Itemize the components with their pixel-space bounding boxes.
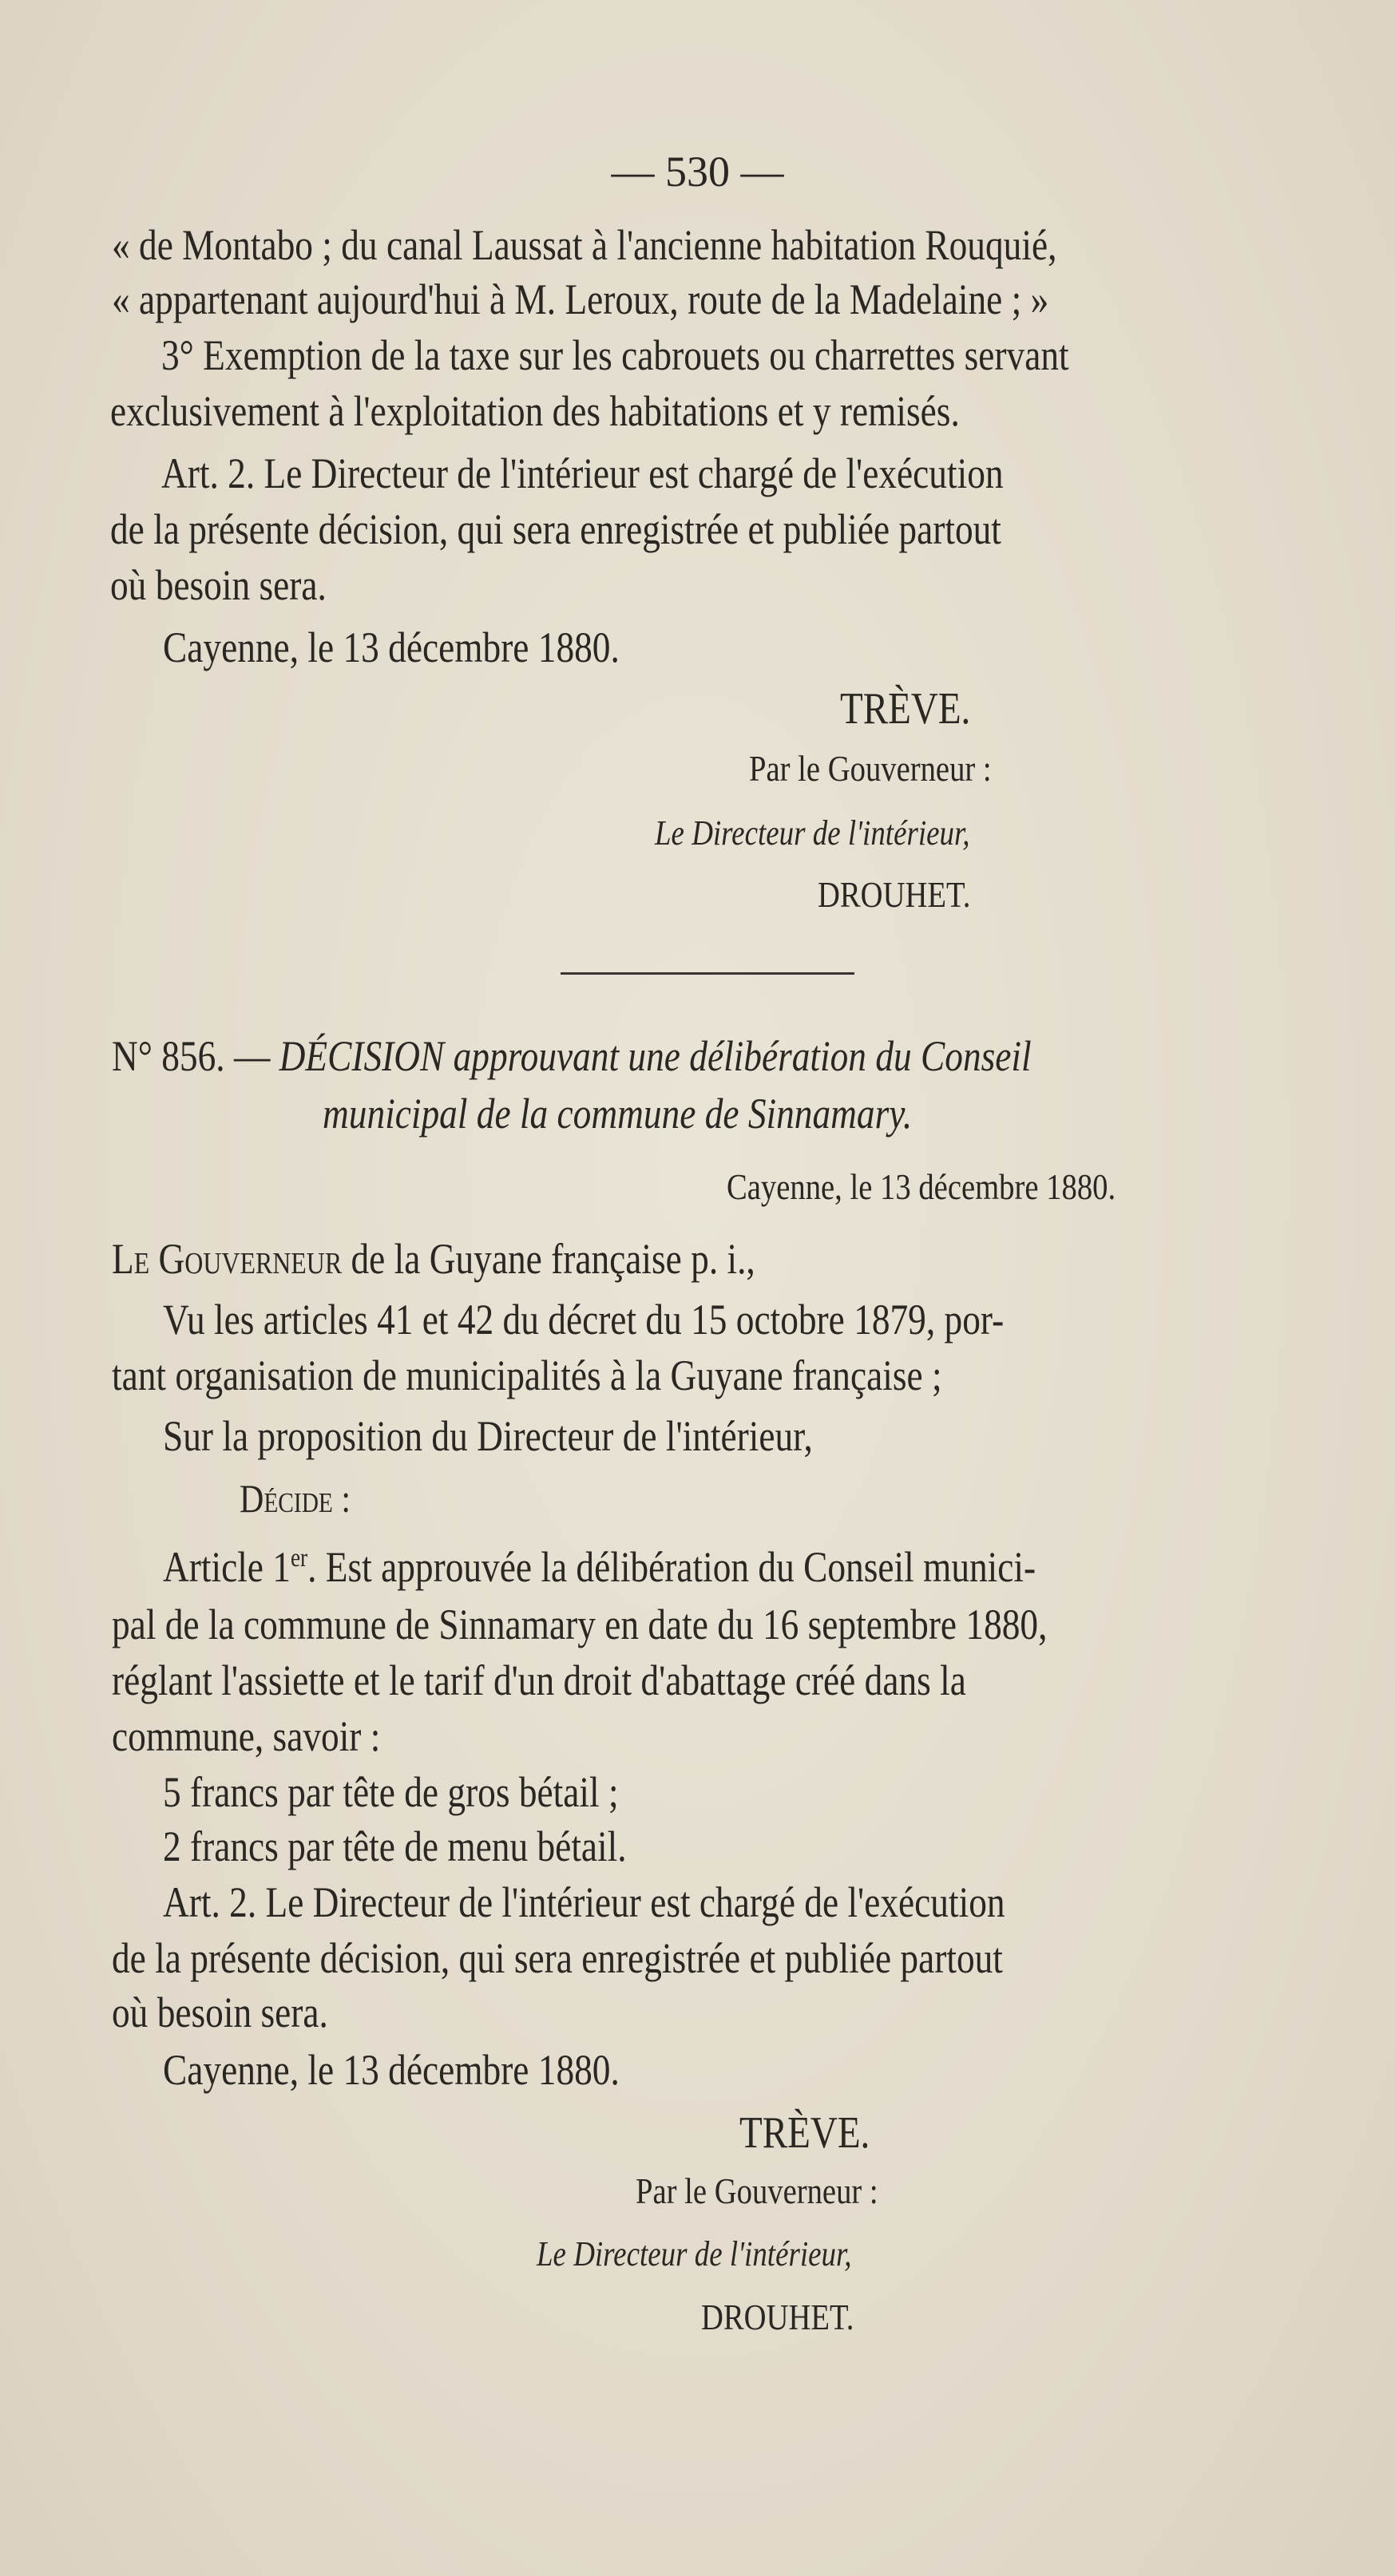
governor-line	[112, 1235, 755, 1283]
decision-heading-rest: approuvant une délibération du Conseil	[453, 1032, 1032, 1080]
text-line: 5 francs par tête de gros bétail ;	[163, 1768, 619, 1816]
text-line: pal de la commune de Sinnamary en date du 16 septembre 1880,	[112, 1601, 1048, 1648]
text-line: tant organisation de municipalités à la Guyane française ;	[112, 1351, 942, 1399]
text-line: « de Montabo ; du canal Laussat à l'ancienne habitation Rouquié,	[112, 221, 1057, 269]
article-1-start: Article 1	[163, 1543, 291, 1591]
section-divider	[561, 972, 854, 975]
article-1-sup: er	[290, 1544, 308, 1573]
signature-name: TRÈVE.	[739, 2108, 870, 2158]
signature-by: Par le Gouverneur :	[749, 748, 992, 789]
signature-by: Par le Gouverneur :	[636, 2170, 878, 2211]
text-line: commune, savoir :	[112, 1712, 381, 1760]
text-line: 2 francs par tête de menu bétail.	[163, 1822, 627, 1870]
text-line: exclusivement à l'exploitation des habitations et y remisés.	[110, 387, 960, 435]
article-1-rest: . Est approuvée la délibération du Conseil munici-	[307, 1543, 1036, 1591]
decide-label: Décide :	[240, 1476, 351, 1521]
text-line: Vu les articles 41 et 42 du décret du 15 octobre 1879, por-	[163, 1296, 1005, 1343]
text-line: 3° Exemption de la taxe sur les cabrouets ou charrettes servant	[161, 331, 1069, 379]
signature-signer: DROUHET.	[818, 874, 971, 915]
text-line: de la présente décision, qui sera enregistrée et publiée partout	[112, 1934, 1003, 1982]
text-line: Sur la proposition du Directeur de l'intérieur,	[163, 1412, 813, 1460]
text-line: où besoin sera.	[110, 561, 327, 609]
text-line: « appartenant aujourd'hui à M. Leroux, route de la Madelaine ; »	[112, 275, 1049, 323]
text-line: Art. 2. Le Directeur de l'intérieur est chargé de l'exécution	[161, 449, 1004, 497]
text-line: de la présente décision, qui sera enregistrée et publiée partout	[110, 505, 1001, 553]
governor-rest: de la Guyane française p. i.,	[351, 1235, 755, 1283]
page-number: — 530 —	[611, 148, 784, 196]
decision-number: N° 856. —	[112, 1032, 271, 1080]
dateline: Cayenne, le 13 décembre 1880.	[727, 1166, 1116, 1207]
signature-name: TRÈVE.	[840, 684, 971, 734]
text-line: où besoin sera.	[112, 1988, 328, 2036]
signature-title: Le Directeur de l'intérieur,	[537, 2234, 852, 2273]
decision-heading-line2: municipal de la commune de Sinnamary.	[323, 1090, 913, 1138]
decision-heading	[112, 1032, 1032, 1080]
date-line: Cayenne, le 13 décembre 1880.	[163, 2046, 620, 2094]
date-line: Cayenne, le 13 décembre 1880.	[163, 623, 620, 671]
governor-smallcaps: Le Gouverneur	[112, 1235, 343, 1283]
article-1-line	[163, 1545, 1036, 1589]
decision-word: DÉCISION	[279, 1032, 445, 1080]
text-line: Art. 2. Le Directeur de l'intérieur est chargé de l'exécution	[163, 1878, 1005, 1926]
signature-title: Le Directeur de l'intérieur,	[655, 813, 970, 853]
signature-signer: DROUHET.	[701, 2297, 854, 2337]
text-line: réglant l'assiette et le tarif d'un droit d'abattage créé dans la	[112, 1656, 966, 1704]
